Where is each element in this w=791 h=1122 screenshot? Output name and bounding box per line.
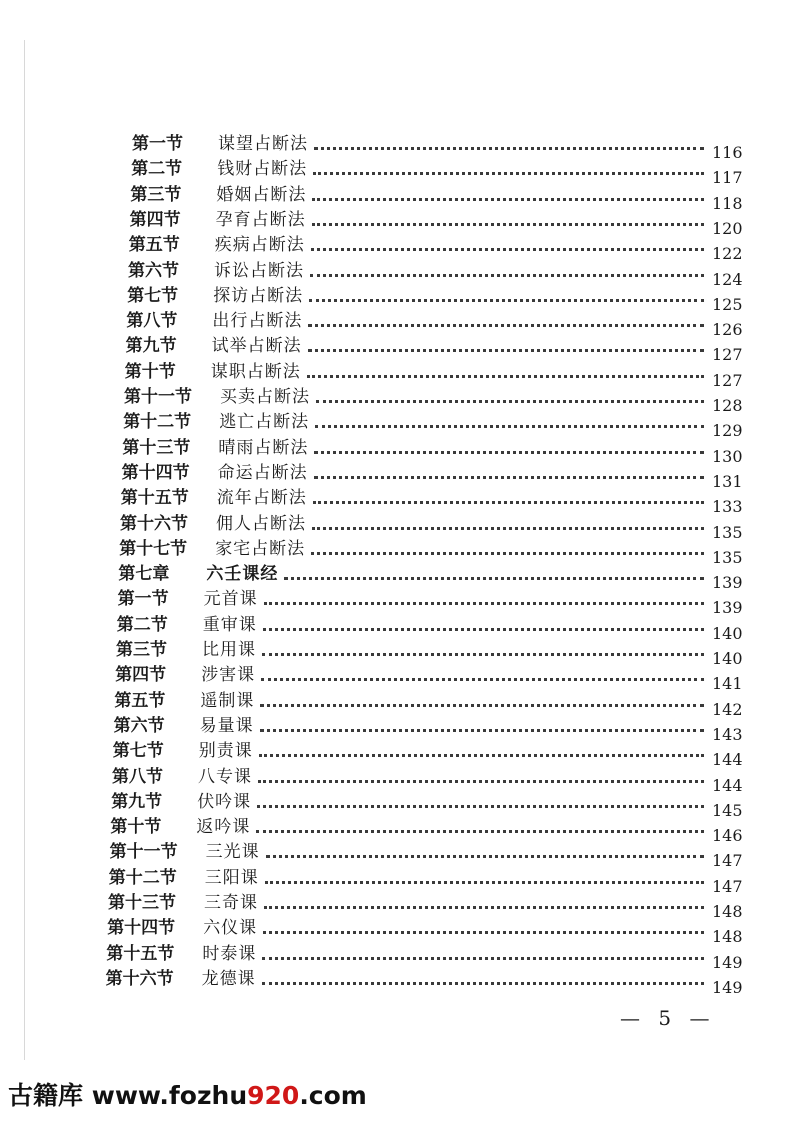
toc-dot-leader [262, 982, 704, 985]
toc-page-number: 117 [711, 168, 743, 188]
toc-row[interactable] [116, 609, 752, 643]
toc-section-title: 龙德课 [201, 968, 256, 989]
toc-page-number: 141 [711, 674, 743, 694]
toc-dot-leader [260, 729, 704, 732]
toc-dot-leader [266, 855, 704, 858]
toc-section-number: 第十三节 [122, 437, 191, 458]
toc-section-number: 第十一节 [124, 387, 192, 407]
toc-dot-leader [312, 198, 704, 201]
toc-section-title: 买卖占断法 [220, 387, 310, 407]
toc-section-title: 伏吟课 [197, 791, 252, 812]
toc-dot-leader [258, 780, 704, 783]
toc-section-title: 探访占断法 [213, 285, 304, 306]
toc-row[interactable] [128, 255, 752, 289]
toc-dot-leader [313, 501, 704, 504]
toc-section-number: 第二节 [116, 614, 168, 635]
toc-section-number: 第十四节 [107, 918, 176, 939]
toc-section-number: 第十五节 [106, 943, 175, 964]
toc-row[interactable] [124, 356, 752, 390]
toc-page-number: 128 [712, 396, 743, 415]
toc-page-number: 144 [711, 750, 743, 770]
toc-row[interactable] [132, 128, 752, 162]
toc-section-title: 三阳课 [204, 867, 259, 888]
toc-section-title: 谋望占断法 [218, 134, 308, 154]
toc-section-title: 钱财占断法 [217, 159, 308, 180]
toc-dot-leader [308, 349, 704, 352]
toc-section-title: 重审课 [202, 614, 257, 635]
toc-row[interactable] [108, 887, 752, 921]
toc-section-title: 命运占断法 [217, 462, 308, 483]
toc-dot-leader [311, 552, 704, 555]
toc-row[interactable] [116, 634, 752, 668]
toc-page-number: 148 [711, 927, 743, 947]
toc-page-number: 129 [711, 421, 743, 441]
toc-page-number: 139 [711, 573, 743, 593]
toc-section-title: 谋职占断法 [210, 361, 301, 382]
toc-page-number: 146 [711, 826, 743, 846]
toc-page-number: 145 [711, 800, 743, 820]
toc-row[interactable] [115, 659, 752, 694]
toc-page-number: 149 [711, 977, 743, 997]
toc-section-number: 第十六节 [120, 513, 188, 534]
toc-row[interactable] [110, 811, 752, 846]
toc-row[interactable] [131, 153, 752, 188]
watermark-url-suffix: .com [299, 1081, 367, 1110]
toc-section-title: 孕育占断法 [215, 209, 306, 230]
toc-dot-leader [316, 400, 704, 403]
toc-section-title: 晴雨占断法 [218, 437, 309, 458]
toc-section-number: 第九节 [125, 336, 177, 357]
toc-row[interactable] [121, 457, 752, 491]
toc-page-number: 148 [712, 902, 743, 921]
toc-section-number: 第三节 [130, 184, 182, 205]
toc-section-title: 六壬课经 [206, 564, 279, 585]
toc-section-number: 第八节 [126, 311, 178, 332]
toc-page-number: 135 [712, 522, 743, 542]
watermark-url[interactable] [92, 1081, 367, 1110]
toc-page-number: 130 [711, 446, 743, 466]
toc-dot-leader [314, 476, 704, 479]
toc-dot-leader [312, 223, 704, 226]
toc-section-title: 时泰课 [202, 943, 257, 964]
toc-section-title: 婚姻占断法 [216, 184, 307, 205]
toc-section-number: 第一节 [132, 134, 183, 154]
toc-row[interactable] [120, 482, 752, 517]
watermark-url-prefix: www.fozhu [91, 1081, 248, 1110]
toc-section-number: 第十节 [124, 361, 176, 382]
toc-page-number: 126 [711, 320, 743, 340]
toc-row[interactable] [123, 406, 752, 441]
toc-page-number: 133 [711, 497, 743, 517]
toc-row[interactable] [114, 685, 752, 719]
toc-row[interactable] [108, 862, 752, 896]
toc-section-number: 第四节 [129, 209, 181, 230]
toc-section-title: 家宅占断法 [215, 538, 306, 559]
toc-page-number: 144 [712, 775, 743, 795]
toc-dot-leader [260, 704, 704, 707]
toc-page-number: 147 [711, 876, 743, 896]
toc-row[interactable] [126, 305, 752, 340]
toc-row[interactable] [109, 836, 752, 871]
toc-section-title: 遥制课 [200, 690, 255, 711]
toc-section-number: 第二节 [131, 159, 183, 180]
toc-section-number: 第十三节 [108, 893, 176, 913]
watermark-site-name: 古籍库 [8, 1081, 84, 1110]
toc-section-number: 第十六节 [105, 968, 174, 989]
toc-dot-leader [284, 577, 704, 580]
toc-section-number: 第七节 [127, 285, 179, 306]
toc-dot-leader [314, 147, 704, 150]
toc-dot-leader [262, 653, 704, 656]
toc-section-title: 涉害课 [201, 665, 256, 686]
toc-section-number: 第八节 [112, 766, 163, 787]
toc-section-title: 三奇课 [204, 893, 258, 913]
toc-section-title: 试举占断法 [211, 336, 302, 357]
toc-dot-leader [313, 172, 704, 175]
toc-section-title: 别责课 [198, 741, 253, 762]
toc-row[interactable] [119, 533, 752, 567]
toc-section-number: 第十一节 [109, 842, 178, 863]
toc-section-title: 三光课 [205, 842, 260, 863]
toc-row[interactable] [130, 179, 752, 213]
toc-section-number: 第十五节 [120, 488, 189, 509]
toc-section-title: 逃亡占断法 [219, 412, 310, 433]
toc-dot-leader [264, 906, 704, 909]
toc-dot-leader [308, 324, 704, 327]
toc-row[interactable] [113, 710, 752, 744]
toc-row[interactable] [107, 912, 752, 947]
toc-section-title: 返吟课 [196, 817, 251, 838]
toc-dot-leader [264, 602, 704, 605]
toc-row[interactable] [127, 280, 752, 314]
toc-dot-leader [311, 248, 704, 251]
toc-section-title: 八专课 [198, 766, 252, 787]
toc-section-number: 第十二节 [108, 867, 177, 888]
toc-dot-leader [312, 527, 704, 530]
toc-row[interactable] [111, 786, 752, 820]
toc-page-number: 140 [712, 649, 743, 668]
toc-row[interactable] [120, 508, 752, 542]
toc-dot-leader [257, 805, 704, 808]
toc-row[interactable] [112, 761, 752, 795]
toc-section-number: 第十二节 [123, 412, 192, 433]
toc-dot-leader [310, 274, 704, 277]
toc-dot-leader [307, 375, 704, 378]
toc-page-number: 124 [712, 269, 743, 289]
toc-row[interactable] [117, 583, 752, 618]
toc-section-number: 第七章 [118, 564, 170, 585]
toc-section-title: 出行占断法 [212, 311, 303, 332]
toc-page-number: 122 [711, 244, 743, 264]
toc-section-number: 第四节 [115, 665, 167, 686]
toc-row[interactable] [129, 204, 752, 238]
toc-dot-leader [263, 931, 704, 934]
toc-dot-leader [259, 754, 704, 757]
toc-section-title: 元首课 [203, 589, 258, 610]
toc-row[interactable] [124, 381, 752, 415]
toc-section-number: 第六节 [128, 260, 179, 281]
toc-dot-leader [256, 830, 704, 833]
toc-section-title: 诉讼占断法 [214, 260, 304, 281]
watermark-url-number: 920 [247, 1081, 300, 1110]
toc-section-number: 第七节 [112, 741, 164, 762]
toc-page-number: 127 [711, 345, 743, 365]
toc-section-number: 第五节 [114, 690, 166, 711]
toc-row[interactable] [112, 735, 752, 770]
toc-section-number: 第三节 [116, 640, 167, 660]
toc-page-number: 127 [711, 370, 743, 390]
toc-section-title: 六仪课 [203, 918, 258, 939]
toc-page-number: 118 [711, 193, 743, 213]
toc-section-title: 佣人占断法 [216, 513, 306, 534]
toc-page-number: 125 [711, 294, 743, 314]
toc-section-title: 比用课 [202, 640, 256, 660]
toc-page-number: 135 [711, 547, 743, 567]
toc-page-number: 147 [711, 851, 743, 871]
toc-dot-leader [314, 451, 704, 454]
toc-page-number: 120 [711, 218, 743, 238]
toc-dot-leader [309, 299, 704, 302]
toc-page-number: 131 [711, 471, 743, 491]
toc-row[interactable] [125, 330, 752, 365]
toc-dot-leader [261, 678, 704, 681]
toc-page-number: 143 [711, 724, 743, 744]
toc-row[interactable] [128, 229, 752, 264]
toc-section-number: 第十七节 [119, 538, 188, 559]
toc-dot-leader [262, 957, 704, 960]
toc-section-title: 易量课 [199, 715, 254, 736]
toc-section-number: 第五节 [128, 235, 180, 256]
page-number: — 5 — [620, 1006, 716, 1030]
toc-dot-leader [265, 881, 704, 884]
watermark [8, 1076, 367, 1112]
toc-dot-leader [315, 425, 704, 428]
toc-section-number: 第一节 [117, 589, 169, 610]
toc-page-number: 116 [712, 143, 743, 162]
toc-dot-leader [263, 628, 704, 631]
toc-page-number: 140 [711, 623, 743, 643]
toc-row[interactable] [106, 938, 752, 972]
toc-row[interactable] [105, 963, 752, 997]
toc-chapter-row[interactable] [118, 558, 752, 593]
toc-page-number: 139 [711, 598, 743, 618]
toc-section-number: 第九节 [111, 791, 163, 812]
toc-section-title: 流年占断法 [216, 488, 307, 509]
toc-section-number: 第六节 [113, 715, 165, 736]
toc-section-number: 第十节 [110, 817, 162, 838]
toc-section-title: 疾病占断法 [214, 235, 305, 256]
toc-page-number: 142 [711, 699, 743, 719]
toc-row[interactable] [122, 432, 752, 466]
toc-section-number: 第十四节 [121, 462, 190, 483]
toc-page-number: 149 [711, 952, 743, 972]
